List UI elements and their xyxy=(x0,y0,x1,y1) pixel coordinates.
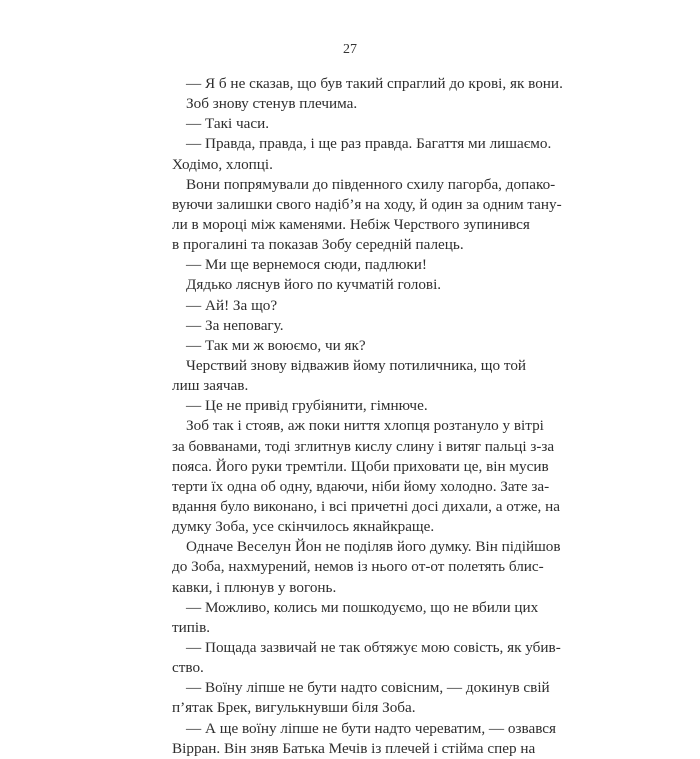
text-line: — Ай! За що? xyxy=(186,296,278,314)
text-line: п’ятак Брек, вигулькнувши біля Зоба. xyxy=(172,699,416,717)
text-line: — Пощада зазвичай не так обтяжує мою совість, як убив- xyxy=(186,638,561,656)
text-line: Зоб знову стенув плечима. xyxy=(186,95,358,113)
text-line: — Такі часи. xyxy=(186,115,270,133)
text-line: Черствий знову відважив йому потиличника, що той xyxy=(186,356,527,374)
text-line: вуючи залишки свого надіб’я на ходу, й один за одним тану- xyxy=(172,195,562,213)
text-line: думку Зоба, усе скінчилось якнайкраще. xyxy=(172,518,435,536)
text-line: — А ще воїну ліпше не бути надто череватим, — озвався xyxy=(186,719,557,737)
text-line: в прогалині та показав Зобу середній палець. xyxy=(172,236,464,254)
text-line: — Це не привід грубіянити, гімнюче. xyxy=(186,397,428,415)
text-line: лиш заячав. xyxy=(172,377,249,395)
text-line: — Воїну ліпше не бути надто совісним, — докинув свій xyxy=(186,679,550,697)
text-line: Вірран. Він зняв Батька Мечів із плечей і стійма спер на xyxy=(172,739,536,757)
text-line: до Зоба, нахмурений, немов із нього от-от полетять блис- xyxy=(172,558,544,576)
text-line: за бовванами, тоді зглитнув кислу слину і витяг пальці з-за xyxy=(172,437,555,455)
text-line: Одначе Веселун Йон не поділяв його думку. Він підійшов xyxy=(186,538,561,556)
text-line: — За неповагу. xyxy=(186,316,284,334)
text-line: — Я б не сказав, що був такий спраглий до крові, як вони. xyxy=(186,75,563,92)
text-line: типів. xyxy=(172,618,211,636)
text-line: Ходімо, хлопці. xyxy=(172,155,273,173)
page-number: 27 xyxy=(343,42,357,57)
text-line: терти їх одна об одну, вдаючи, ніби йому холодно. Зате за- xyxy=(172,477,550,495)
text-line: Дядько ляснув його по кучматій голові. xyxy=(186,276,442,294)
text-line: ли в мороці між каменями. Небіж Черствого зупинився xyxy=(172,215,530,233)
body-text xyxy=(172,74,563,759)
text-line: — Правда, правда, і ще раз правда. Багаття ми лишаємо. xyxy=(186,135,552,153)
text-line: вдання було виконано, і всі причетні досі дихали, а отже, на xyxy=(172,497,561,515)
text-line: кавки, і плюнув у вогонь. xyxy=(172,578,337,596)
text-line: Зоб так і стояв, аж поки ниття хлопця розтануло у вітрі xyxy=(186,417,544,435)
text-line: Вони попрямували до південного схилу пагорба, допако- xyxy=(186,175,556,193)
text-line: пояса. Його руки тремтіли. Щоби приховати це, він мусив xyxy=(172,457,549,475)
text-line: — Так ми ж воюємо, чи як? xyxy=(186,336,366,354)
text-line: — Можливо, колись ми пошкодуємо, що не вбили цих xyxy=(186,598,539,616)
text-line: — Ми ще вернемося сюди, падлюки! xyxy=(186,256,427,274)
text-line: ство. xyxy=(172,659,204,677)
